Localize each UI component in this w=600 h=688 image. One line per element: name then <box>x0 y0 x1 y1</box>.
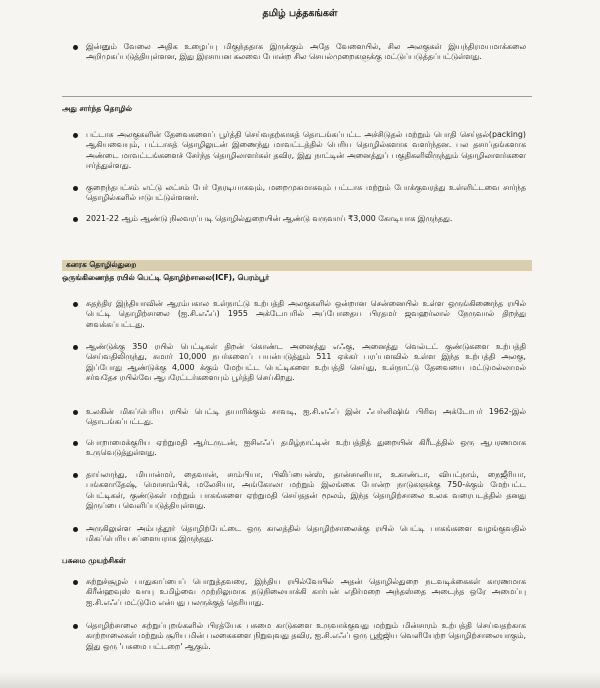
heavy-industry-bullet: பொறாமைக்குரிய ஏற்றுமதி ஆர்டருடன், ஐசிஎஃப் தமிழ்நாட்டின் உற்பத்தித் துறையின் கிரீடத்தில் ஒரு ஆபரணமாக உருவெடுத்துள்ளது. <box>86 438 526 458</box>
heavy-industry-bullet: சுதந்திர இந்தியாவின் ஆரம்பகால உள்நாட்டு உற்பத்தி அலகுகளில் ஒன்றான சென்னையில் உள்ள ஒருங்கிணைந்த ரயில் பெட்டி தொழிற்சாலை (ஐ.சி.எஃப்) 1955 அக்டோபரில் அப்போதைய பிரதமர் ஜவஹர்லால் நேருவால் திறந்து வைக்கப்பட்டது. <box>86 299 526 329</box>
heavy-industry-bullet: ஆண்டுக்கு 350 ரயில் பெட்டிகள் திறன் கொண்ட அனைத்து எஃகு, அனைத்து வெல்டட் குண்டுகளை உற்பத்தி செய்வதிலிருந்து, சுமார் 10,000 நபர்களைப் பயன்படுத்தும் 511 ஏக்கர் பரப்பளவில் உள்ள இந்த உற்பத்தி அலகு, இப்போது ஆண்டுக்கு 4,000 க்கும் மேற்பட்ட பெட்டிகளை உற்பத்தி செய்து, உள்நாட்டு தேவையை மட்டுமல்லாமல் சர்வதேச ரயில்வே ஆபரேட்டர்களையும் பூர்த்தி செய்கிறது. <box>86 342 526 383</box>
green-initiatives-bullet: சுற்றுச்சூழல் பாதுகாப்பைப் பொறுத்தவரை, இந்திய ரயில்வேயில் அதன் தொழில்துறை நடவடிக்கைகள் காரணமாக கிரீன்ஹவுஸ் வாயு உமிழ்வை முற்றிலுமாக நடுநிலையாக்கி கார்பன் எதிர்மறை அந்தஸ்தை அடைந்த ஒரே அமைப்பு ஐ.சி.எஃப் மட்டுமே என்பது பலருக்குத் தெரியாது. <box>86 577 526 607</box>
green-initiatives-heading: பசுமை முயற்சிகள் <box>62 556 126 565</box>
heavy-industry-band <box>62 260 532 271</box>
icf-subheading: ஒருங்கிணைந்த ரயில் பெட்டி தொழிற்சாலை(ICF), பெரம்பூர் <box>62 273 270 282</box>
heavy-industry-bullet: தாய்லாந்து, மியான்மர், தைவான், சாம்பியா, பிலிப்பைன்ஸ், தான்சானியா, உகாண்டா, வியட்நாம், நைஜீரியா, பங்களாதேஷ், மொசாம்பிக், மலேசியா, அங்கோலா மற்றும் இலங்கை போன்ற நாடுகளுக்கு 750-க்கும் மேற்பட்ட பெட்டிகள், குண்டுகள் மற்றும் பாகங்களை ஏற்றுமதி செய்ததன் மூலம், இந்த தொழிற்சாலை உலக வரைபடத்தில் தனது இருப்பை வெளிப்படுத்தியுள்ளது. <box>86 470 526 511</box>
heavy-industry-band-label: கனரக தொழில்துறை <box>66 260 137 269</box>
allied-industry-heading: அது சார்ந்த தொழில் <box>62 104 132 113</box>
intro-bullet: இன்னும் வேலை அதிக உழைப்பு மிகுந்ததாக இருக்கும் அதே வேளையில், சில அலகுகள் இயந்திரமயமாக்கலை அறிமுகப்படுத்தியுள்ளன, இது இரசாயன கலவை போன்ற சில செயல்முறைகளுக்கு மட்டுப்படுத்தப்பட்டுள்ளது. <box>86 42 526 62</box>
page-header-title: தமிழ் பத்தகங்கள் <box>262 8 338 19</box>
heavy-industry-bullet: அருகிலுள்ள அம்பத்தூர் தொழிற்பேட்டை ஒரு காலத்தில் தொழிற்சாலைக்கு ரயில் பெட்டி பாகங்களை வழங்குவதில் மிகப்பெரிய சப்ளையராக இருந்தது. <box>86 524 526 544</box>
page-bottom-shadow <box>0 672 600 688</box>
heavy-industry-bullet: உலகின் மிகப்பெரிய ரயில் பெட்டி தயாரிக்கும் சாவடி, ஐ.சி.எஃப் இன் ஃபர்னிஷிங் பிரிவு அக்டோபர் 1962-இல் தொடங்கப்பட்டது. <box>86 407 526 427</box>
allied-industry-bullet: பட்டாசு அலகுகளின் தேவைகளைப் பூர்த்தி செய்வதற்காகத் தொடங்கப்பட்ட அச்சிடுதல் மற்றும் பொதி செய்தல்(packing) ஆகியவையும், பட்டாசுத் தொழிலுடன் இணைந்து மாவட்டத்தில் பெரிய தொழில்களாக வளர்ந்தன. பல தசாப்தங்களாக அண்டை மாவட்டங்களைச் சேர்ந்த தொழிலாளர்கள் தவிர, இது நாட்டின் அனைத்துப் பகுதிகளிலிருந்தும் தொழிலாளர்களை ஈர்த்துள்ளது. <box>86 130 526 171</box>
allied-industry-bullet: 2021-22 ஆம் ஆண்டு நிலவரப்படி தொழில்துறையின் ஆண்டு வருவாய் ₹3,000 கோடியாக இருந்தது. <box>86 214 526 224</box>
allied-industry-bullet: குறைந்தபட்சம் எட்டு லட்சம் பேர் நேரடியாகவும், மறைமுகமாகவும் பட்டாசு மற்றும் போக்குவரத்து உள்ளிட்டவை சார்ந்த தொழில்களில் ஈடுபட்டுள்ளனர். <box>86 183 526 203</box>
green-initiatives-bullet: தொழிற்சாலை சுற்றுப்புறங்களில் பிரத்யேக பசுமை காடுகளை உருவாக்குவது மற்றும் மின்சாரம் உற்பத்தி செய்வதற்காக காற்றாலைகள் மற்றும் சூரிய மின் பலகைகளை நிறுவுவது தவிர, ஐ.சி.எஃப் ஒரு பூஜ்ஜிய வெளியேற்ற தொழிற்சாலையாகும், இது ஒரு 'பசுமை பட்டறை' ஆகும். <box>86 621 526 651</box>
section-divider <box>62 96 532 97</box>
